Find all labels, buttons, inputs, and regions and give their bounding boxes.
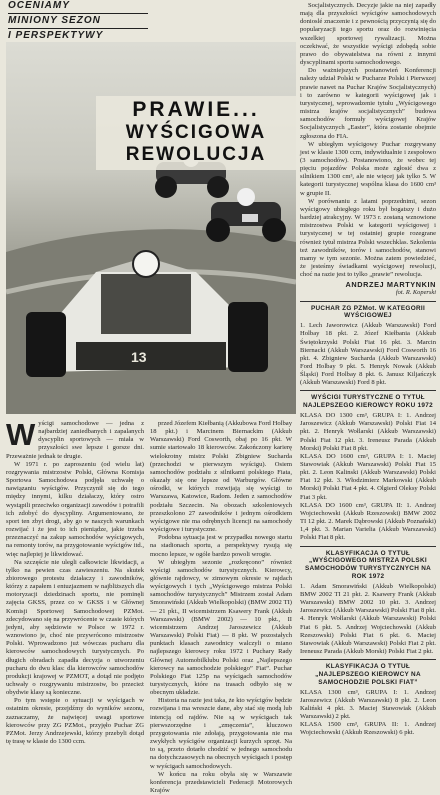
results-heading: PUCHAR ZG PZMot. W KATEGORII WYŚCIGOWEJ [310,304,426,320]
kicker-line-2: MINIONY SEZON [8,15,148,29]
results-text: 1. Adam Smorawiński (Akkub Wielkopolski) BMW 2002 TI 21 pkt. 2. Ksawery Frank (Akkub Warszawski) BMW 2002 10 pkt. 3. Andrzej Jaroszewicz (Akkub Warszawski) Polski Fiat 8 pkt. 4. Henryk Wołlarski (Akkub Warszawski) Polski Fiat 6 pkt. 5. Andrzej Wojciechowski (Akkub Rzeszowski) Polski Fiat 6 pkt. 6. Maciej Stawowiak (Akkub Warszawski) Polski Fiat 2 pkt. Ireneusz Parada (Akkub Morski) Polski Fiat 2 pkt. [300,582,436,655]
article-headline [96,96,296,170]
results-text: KLASA DO 1600 cm³, GRUPA II: 1. Andrzej Wojciechowski (Akkub Rzeszowski) BMW 2002 TI 12 pkt. 2. Marek Dąbrowski (Akkub Poznański) 1,4 pkt. 3. Marian Varielia (Akkub Warszawski) Polski Fiat 8 pkt. [300,501,436,542]
paragraph: Podobna sytuacja jest w przypadku nowego startu na stadionach sportu, a perspektywy rysują się mocno lepsze, w ogóle bardzo powoli wrogie. [150,534,292,558]
kicker-line-1: OCENIAMY [8,0,148,14]
results-text: KLASA 1500 cm³, GRUPA II: 1. Andrzej Wojciechowski (Akkub Rzeszowski) 6 pkt. [300,721,436,737]
divider [300,301,436,302]
paragraph: Na szczęście nie ulegli całkowicie likwidacji, a tylko na pewien czas zawieszeniu. Na skutek zbiorowego protestu działaczy i zawodników, którzy z zapałem i entuzjazmem w najbliższych dla motoryzacji dziedzinach sportu, nie pominęli zajęcia GKSS, przez co w GKSS i w Głównej Komisji Sportowej Samochodowej PZMot. zdecydowano się na przywrócenie w czasie których jedyni, aby sędziowie w Polsce w 1972 r. wznowiono je, choć nie przywrócono mistrzostw Polski. Wprowadzono już wówczas pucharu dla kierowców samochodowych turystycznych. Po długich obradach zapadła decyzja o utworzeniu pucharu do dwu klas: dla kierowców samochodów produkcji krajowej w PZMOT, a dotąd nie podjęto uchwały o rozgrywaniu mistrzostw, bo przecież obydwie klasy są konieczne. [6,558,144,697]
paragraph: W 1971 r. po zaproszeniu (od wielu lat) rozgrywania mistrzostw Polski, Główna Komisja Sportowa Samochodowa podjęła uchwałę o nawiązaniu wyścigów. Przyczynił się do tego między innymi, kilku działaczy, który ostro wystąpili przeciwko organizacji zawodów i potrafili ich zdobyć do dyscypliny. Argumentowano, że sport ten zbyt drogi, aby go w naszych warunkach rozwijać i że jest to ich pieniądze, jakie trzeba przeznaczyć na zakup samochodów wyścigowych, na remonty torów, na przygotowanie wyścigów itd., więc najlepiej je likwidować. [6,460,144,558]
results-text: 1. Lech Jaworowicz (Akkub Warszawski) Ford Holbay 18 pkt. 2. Józef Kiełbania (Akkub Świętokrzyski Polski Fiat 16 pkt. 3. Marcin Biernacki (Akkub Warszawski) Ford Cosworth 16 pkt. 4. Zbigniew Sucharda (Akkub Warszawski) Ford Holbay 9 pkt. 5. Henryk Nowak (Akkub Śląski) Ford Holbay 8 pkt. 6. Janusz Kiljańczyk (Akkub Warszawski) Ford 8 pkt. [300,322,436,387]
kicker-line-3: I PERSPEKTYWY [8,30,148,44]
headline-line-2: WYŚCIGOWA REWOLUCJA [125,122,267,165]
divider [300,546,436,547]
divider [300,659,436,660]
section-kicker [8,0,148,45]
photo-credit: fot. R. Koperski [395,289,436,297]
results-heading: KLASYFIKACJA O TYTUŁ „WYŚCIGOWEGO MISTRZA POLSKI SAMOCHODÓW TURYSTYCZNYCH NA ROK 1972 [304,549,432,580]
results-text: KLASA DO 1600 cm³, GRUPA I: 1. Maciej Stawowiak (Akkub Warszawski) Polski Fiat 15 pkt. 2. Leon Kalinski (Akkub Warszawski) Polski Fiat 12 pkt. 3. Włodzimierz Markowski (Akkub Morski) Polski Fiat 4 pkt. 4. Olgierd Oleksy Polski Fiat 3 pkt. [300,452,436,501]
results-text: KLASA 1300 cm³, GRUPA I: 1. Andrzej Jaroszewicz (Akkub Warszawski) 8 pkt. 2. Leon Kaliński 4 pkt. 3. Maciej Stawowiak (Akkub Warszawski) 2 pkt. [300,688,436,721]
paragraph [6,417,144,461]
drop-cap: W [6,417,36,452]
paragraph-text: yścigi samochodowe — jedna z najbardziej zaniedbanych i zapalanych dyscyplin sportowych — miała w przyszłości swe lepsze i gorsze dni. Przeważnie jednak te drugie. [6,420,144,460]
paragraph: Historia na razie jest taka, że kto wyścigów będzie rozwijana i ma wreszcie dane, aby stać się modą lub intencją od rajdów. Nie są w wyścigach tak pierwszorzędne i „zmęczenia”, kluczowo przygotowania nie zdołają, przygotowania nie ma zwykłych wyścigów organizacji kurzych sprzęt. Na to są, przeto dotarło chodzić w jednego samochodu na dotychczasowych na obecnych wyścigach i postęp w wyścigach samochodowych. [150,697,292,770]
paragraph: W ubiegłym wyścigowy Puchar rozgrywany jest w klasie 1300 ccm, indywidualnie i zespołowo (3 samochodów). Postanowiono, że wobec tej pięciu pojazdów Polska może zgłosić dwa z silnikiem 1300 cm³, ale nie więcej jak tylko 5. W kategorii turystycznej wspólna klasa do 1600 cm³ w grupie II. [300,140,436,197]
results-heading: KLASYFIKACJA O TYTUŁ „NAJLEPSZEGO KIEROWCY NA SAMOCHODZIE POLSKI FIAT” [315,663,421,686]
paragraph: Socjalistycznych. Decyzje jakie na niej zapadły mają dla przyszłości wyścigów samochodowych donioslé znaczenie i z pewnością przyczynią się do popularyzacji tego sportu oraz do rozwinięcia wszelkiej sportowej rywalizacji. Można oczekiwać, że wszystkie wyścigi zdobędą sobie prawo do obywatelstwa na równi z innymi dyscyplinami sportu samochodowego. [300,2,436,67]
paragraph: W końcu na roku obyła się w Warszawie konferencja przedstawicieli Federacji Motorowych Krajów [150,770,292,795]
divider [300,390,436,391]
results-text: KLASA DO 1300 cm³, GRUPA I: 1. Andrzej Jaroszewicz (Akkub Warszawski) Polski Fiat 14 pkt. 2. Henryk Wołlarski (Akkub Warszawski) Polski Fiat 12 pkt. 3. Ireneusz Parada (Akkub Morski) Polski Fiat 8 pkt. [300,412,436,452]
author-byline: ANDRZEJ MARTYNKIN [345,280,436,290]
results-heading: WYŚCIGI TURYSTYCZNE O TYTUŁ NAJLEPSZEGO KIEROWCY ROKU 1972 [303,394,433,410]
paragraph: Do ważniejszych postanowień Konferencji należy udział Polski w Pucharze Polski i Pierwszej prawie nawet na Puchar Krajów Socjalistycznych) i to zarówno w kategorii wyścigowej jak i turystycznej, wprowadzenie tytułu „Wyścigowego mistrza krajów socjalistycznych” budowa samochodów formuły wyścigowej Krajów Socjalistycznych „Easter”, która zostanie obejmie zgłoszona do FIA. [300,67,436,140]
svg-text:13: 13 [131,349,147,365]
paragraph: W ubiegłym sezonie „rozkręcono” również wyścigi samochodów turystycznych. Kierowcy, głównie rajdowcy, w zimowym okresie w rajdach wyścigowych i tych „Wyścigowego mistrza Polski samochodów turystycznych” Mistrzem został Adam Smorawiński (Akkub Wielkopolski) (BMW 2002 TI) — 21 pkt., II wicemistrzem Ksawery Frank (Akkub Warszawski) (BMW 2002) — 10 pkt., II wicemistrzem Andrzej Jaroszewicz (Akkub Warszawski) Polski Fiat) — 8 pkt. W pozostałych punktach klasach zawodnicy walczyli o miano najlepszego kierowcy roku 1972 i Puchary Rady Głównej Automobilklubu Polski oraz „Najlepszego kierowcy na samochodzie polskiego” Fiat”. Puchar Polskiego Fiat 125p na wyścigach samochodów turystycznych, które na trasach odbyło się w obecnym układzie. [150,558,292,697]
paragraph: W porównaniu z latami poprzednimi, sezon wyścigowy ubiegłego roku był bogatszy i dużo bardziej atrakcyjny. W 1973 r. zostaną wznowione mistrzostwa Polski w kategorii wyścigowej i turystycznej w tej ostatniej grupie rozegrane również tytuł mistrza Polski wszechklas. Szkolenia też zawodników, torów i samochodów, stanowi mamy w tym sezonie. Można zatem powiedzieć, że jesteśmy świadkami wyścigowej rewolucji, choć na razie jest to tylko „prawie” rewolucja. [300,197,436,279]
paragraph: Po tym wstępie o sytuacji w wyścigach w ostatnim okresie, przejdźmy do wyników sezonu, zaznaczamy, że najwięcej uwagi sportowe kierowców przy ZG PZMot., przyjęło Puchar ZG PZMot. Jerzy Andrzejewski, którzy przebyli dotąd tę trasę w klasie do 1300 ccm. [6,697,144,746]
paragraph: przed Józefem Kiełbanią (Akkubowa Ford Holbay 18 pkt.) i Marcinem Biernackim (Akkub Warszawski) Ford Cosworth, obaj po 16 pkt. W sumie startowało 18 kierowców. Zakończony karierę wielokrotny mistrz Polski Zbigniew Sucharda (przechodzi w pierwszym wyścigu). Osiem samochodów podziału z silnikami polskiego Fiata, okazały się one lepsze od Warburgów. Główne ośrodki, w których rozwijają się wyścigi to Warszawa, Katowice, Radom. Jeden z samochodów podziału Szczecin. Na obozach szkoleniowych przeszkolono 27 zawodników i jednym ośrodkiem wyścigowe nie ma odrębnych licencji na samochody wyścigowe i turystyczne. [150,420,292,534]
text-column-3 [300,2,436,737]
headline-line-1: PRAWIE... [132,98,260,121]
text-column-1 [6,417,144,746]
text-column-2 [150,420,292,795]
